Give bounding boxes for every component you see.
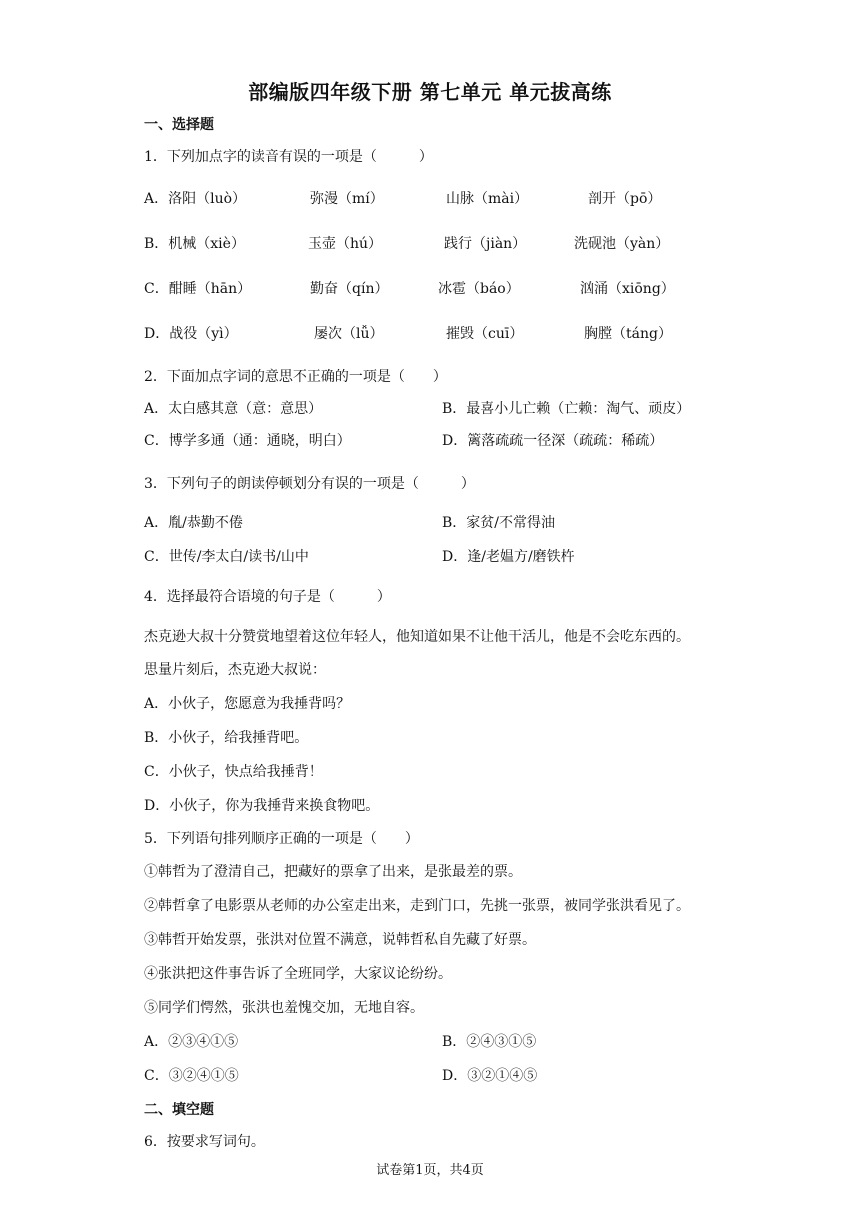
option-a: A．胤/恭勤不倦 (144, 515, 243, 531)
option-cell: D．战役（yì） (144, 326, 238, 342)
option-cell: 胸膛（táng） (584, 326, 672, 342)
option-cell: 屡次（lǚ） (314, 326, 384, 342)
option-a: A．②③④①⑤ (144, 1034, 239, 1050)
question-5-stem: 5．下列语句排列顺序正确的一项是（ ） (144, 831, 419, 847)
option-c: C．博学多通（通：通晓，明白） (144, 433, 351, 449)
option-cell: A．洛阳（luò） (144, 191, 247, 207)
option-cell: C．酣睡（hān） (144, 281, 252, 297)
option-a: A．太白感其意（意：意思） (144, 401, 323, 417)
question-1-stem: 1．下列加点字的读音有误的一项是（ ） (144, 149, 433, 165)
question-4-context: 杰克逊大叔十分赞赏地望着这位年轻人，他知道如果不让他干活儿，他是不会吃东西的。 (144, 629, 690, 645)
option-cell: 剖开（pō） (588, 191, 662, 207)
option-cell: 洗砚池（yàn） (574, 236, 670, 252)
option-a: A．小伙子，您愿意为我捶背吗？ (144, 696, 351, 712)
question-3-stem: 3．下列句子的朗读停顿划分有误的一项是（ ） (144, 476, 475, 492)
option-cell: 弥漫（mí） (310, 191, 384, 207)
option-b: B．②④③①⑤ (442, 1034, 537, 1050)
option-b: B．家贫/不常得油 (442, 515, 556, 531)
question-2-stem: 2．下面加点字词的意思不正确的一项是（ ） (144, 369, 447, 385)
option-d: D．篱落疏疏一径深（疏疏：稀疏） (442, 433, 664, 449)
question-5-sentence: ②韩哲拿了电影票从老师的办公室走出来，走到门口，先挑一张票，被同学张洪看见了。 (144, 898, 690, 914)
question-4-stem: 4．选择最符合语境的句子是（ ） (144, 589, 391, 605)
option-cell: 摧毁（cuī） (446, 326, 524, 342)
section-heading-fill: 二、填空题 (144, 1102, 214, 1118)
option-d: D．逢/老媪方/磨铁杵 (442, 549, 575, 565)
question-5-sentence: ④张洪把这件事告诉了全班同学，大家议论纷纷。 (144, 966, 452, 982)
section-heading-choice: 一、选择题 (144, 117, 214, 133)
question-5-sentence: ①韩哲为了澄清自己，把藏好的票拿了出来，是张最差的票。 (144, 864, 522, 880)
question-6-stem: 6．按要求写词句。 (144, 1134, 265, 1150)
question-5-sentence: ⑤同学们愕然，张洪也羞愧交加，无地自容。 (144, 1000, 424, 1016)
page-footer: 试卷第1页，共4页 (376, 1163, 484, 1178)
option-c: C．③②④①⑤ (144, 1068, 239, 1084)
option-cell: 冰雹（báo） (438, 281, 520, 297)
option-c: C．小伙子，快点给我捶背！ (144, 764, 323, 780)
option-d: D．③②①④⑤ (442, 1068, 538, 1084)
question-4-context: 思量片刻后，杰克逊大叔说： (144, 662, 326, 678)
option-d: D．小伙子，你为我捶背来换食物吧。 (144, 798, 380, 814)
option-cell: 汹涌（xiōng） (580, 281, 675, 297)
option-b: B．小伙子，给我捶背吧。 (144, 730, 309, 746)
option-b: B．最喜小儿亡赖（亡赖：淘气、顽皮） (442, 401, 691, 417)
option-cell: 山脉（mài） (446, 191, 529, 207)
option-cell: 践行（jiàn） (444, 236, 527, 252)
page-title: 部编版四年级下册 第七单元 单元拔高练 (248, 80, 612, 104)
option-cell: 玉壶（hú） (308, 236, 383, 252)
question-5-sentence: ③韩哲开始发票，张洪对位置不满意，说韩哲私自先藏了好票。 (144, 932, 536, 948)
option-c: C．世传/李太白/读书/山中 (144, 549, 309, 565)
option-cell: B．机械（xiè） (144, 236, 245, 252)
option-cell: 勤奋（qín） (310, 281, 389, 297)
